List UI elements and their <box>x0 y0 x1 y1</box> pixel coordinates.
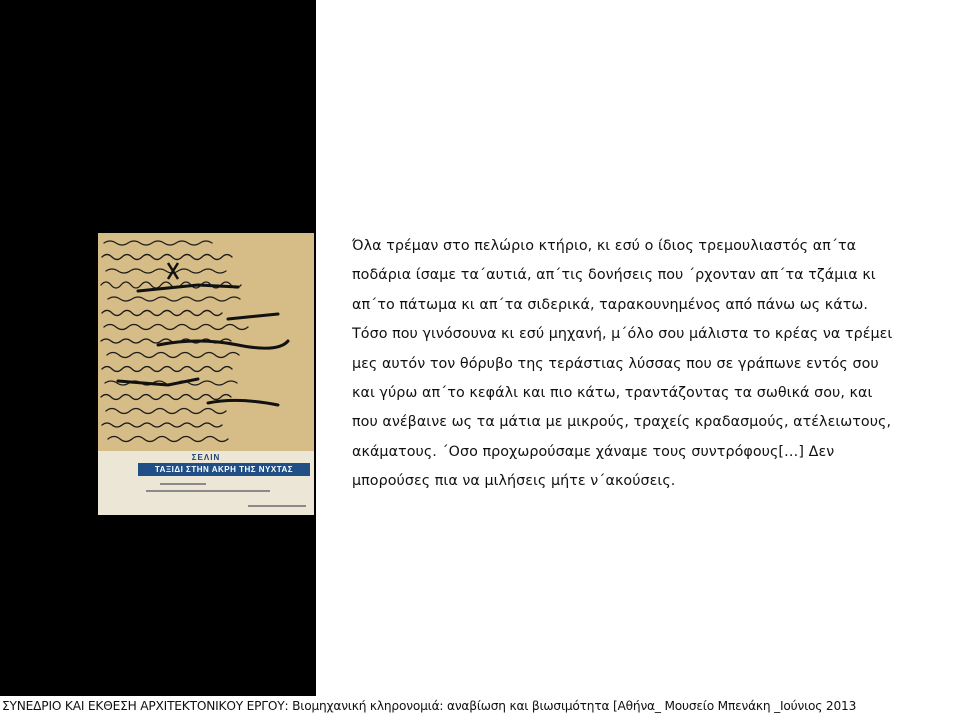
book-author: ΣΕΛΙΝ <box>191 453 221 462</box>
footer-caption: ΣΥΝΕΔΡΙΟ ΚΑΙ ΕΚΘΕΣΗ ΑΡΧΙΤΕΚΤΟΝΙΚΟΥ ΕΡΓΟΥ: Βιομηχανική κληρονομιά: αναβίωση και βιωσιμότητα [Αθήνα_ Μουσείο Μπενάκη _Ιούνιος 2013 <box>2 699 857 713</box>
cover-subtitle-line <box>160 483 206 485</box>
book-title: ΤΑΞΙΔΙ ΣΤΗΝ ΑΚΡΗ ΤΗΣ ΝΥΧΤΑΣ <box>138 463 310 476</box>
cover-subtitle-line <box>146 490 270 492</box>
book-cover-title-band <box>98 451 314 515</box>
cover-publisher-line <box>248 505 306 507</box>
footer-bar <box>0 696 960 720</box>
book-cover-image <box>98 233 314 515</box>
quote-text: Όλα τρέμαν στο πελώριο κτήριο, κι εσύ ο ίδιος τρεμουλιαστός απ΄τα ποδάρια ίσαμε τα΄αυτιά, απ΄τις δονήσεις που ΄ρχονταν απ΄τα τζάμια κι απ΄το πάτωμα κι απ΄τα σιδερικά, ταρακουνημένος από πάνω ως κάτω. Τόσο που γινόσουνα κι εσύ μηχανή, μ΄όλο σου μάλιστα το κρέας να τρέμει μες αυτόν τον θόρυβο της τεράστιας λύσσας που σε γράπωνε εντός σου και γύρω απ΄το κεφάλι και πιο κάτω, τραντάζοντας τα σωθικά σου, και που ανέβαινε ως τα μάτια με μικρούς, τραχείς κραδασμούς, ατέλειωτους, ακάματους. ΄Οσο προχωρούσαμε χάναμε τους συντρόφους[…] Δεν μπορούσες πια να μιλήσεις μήτε ν΄ακούσεις. <box>352 238 893 490</box>
handwritten-manuscript-image <box>98 233 314 451</box>
